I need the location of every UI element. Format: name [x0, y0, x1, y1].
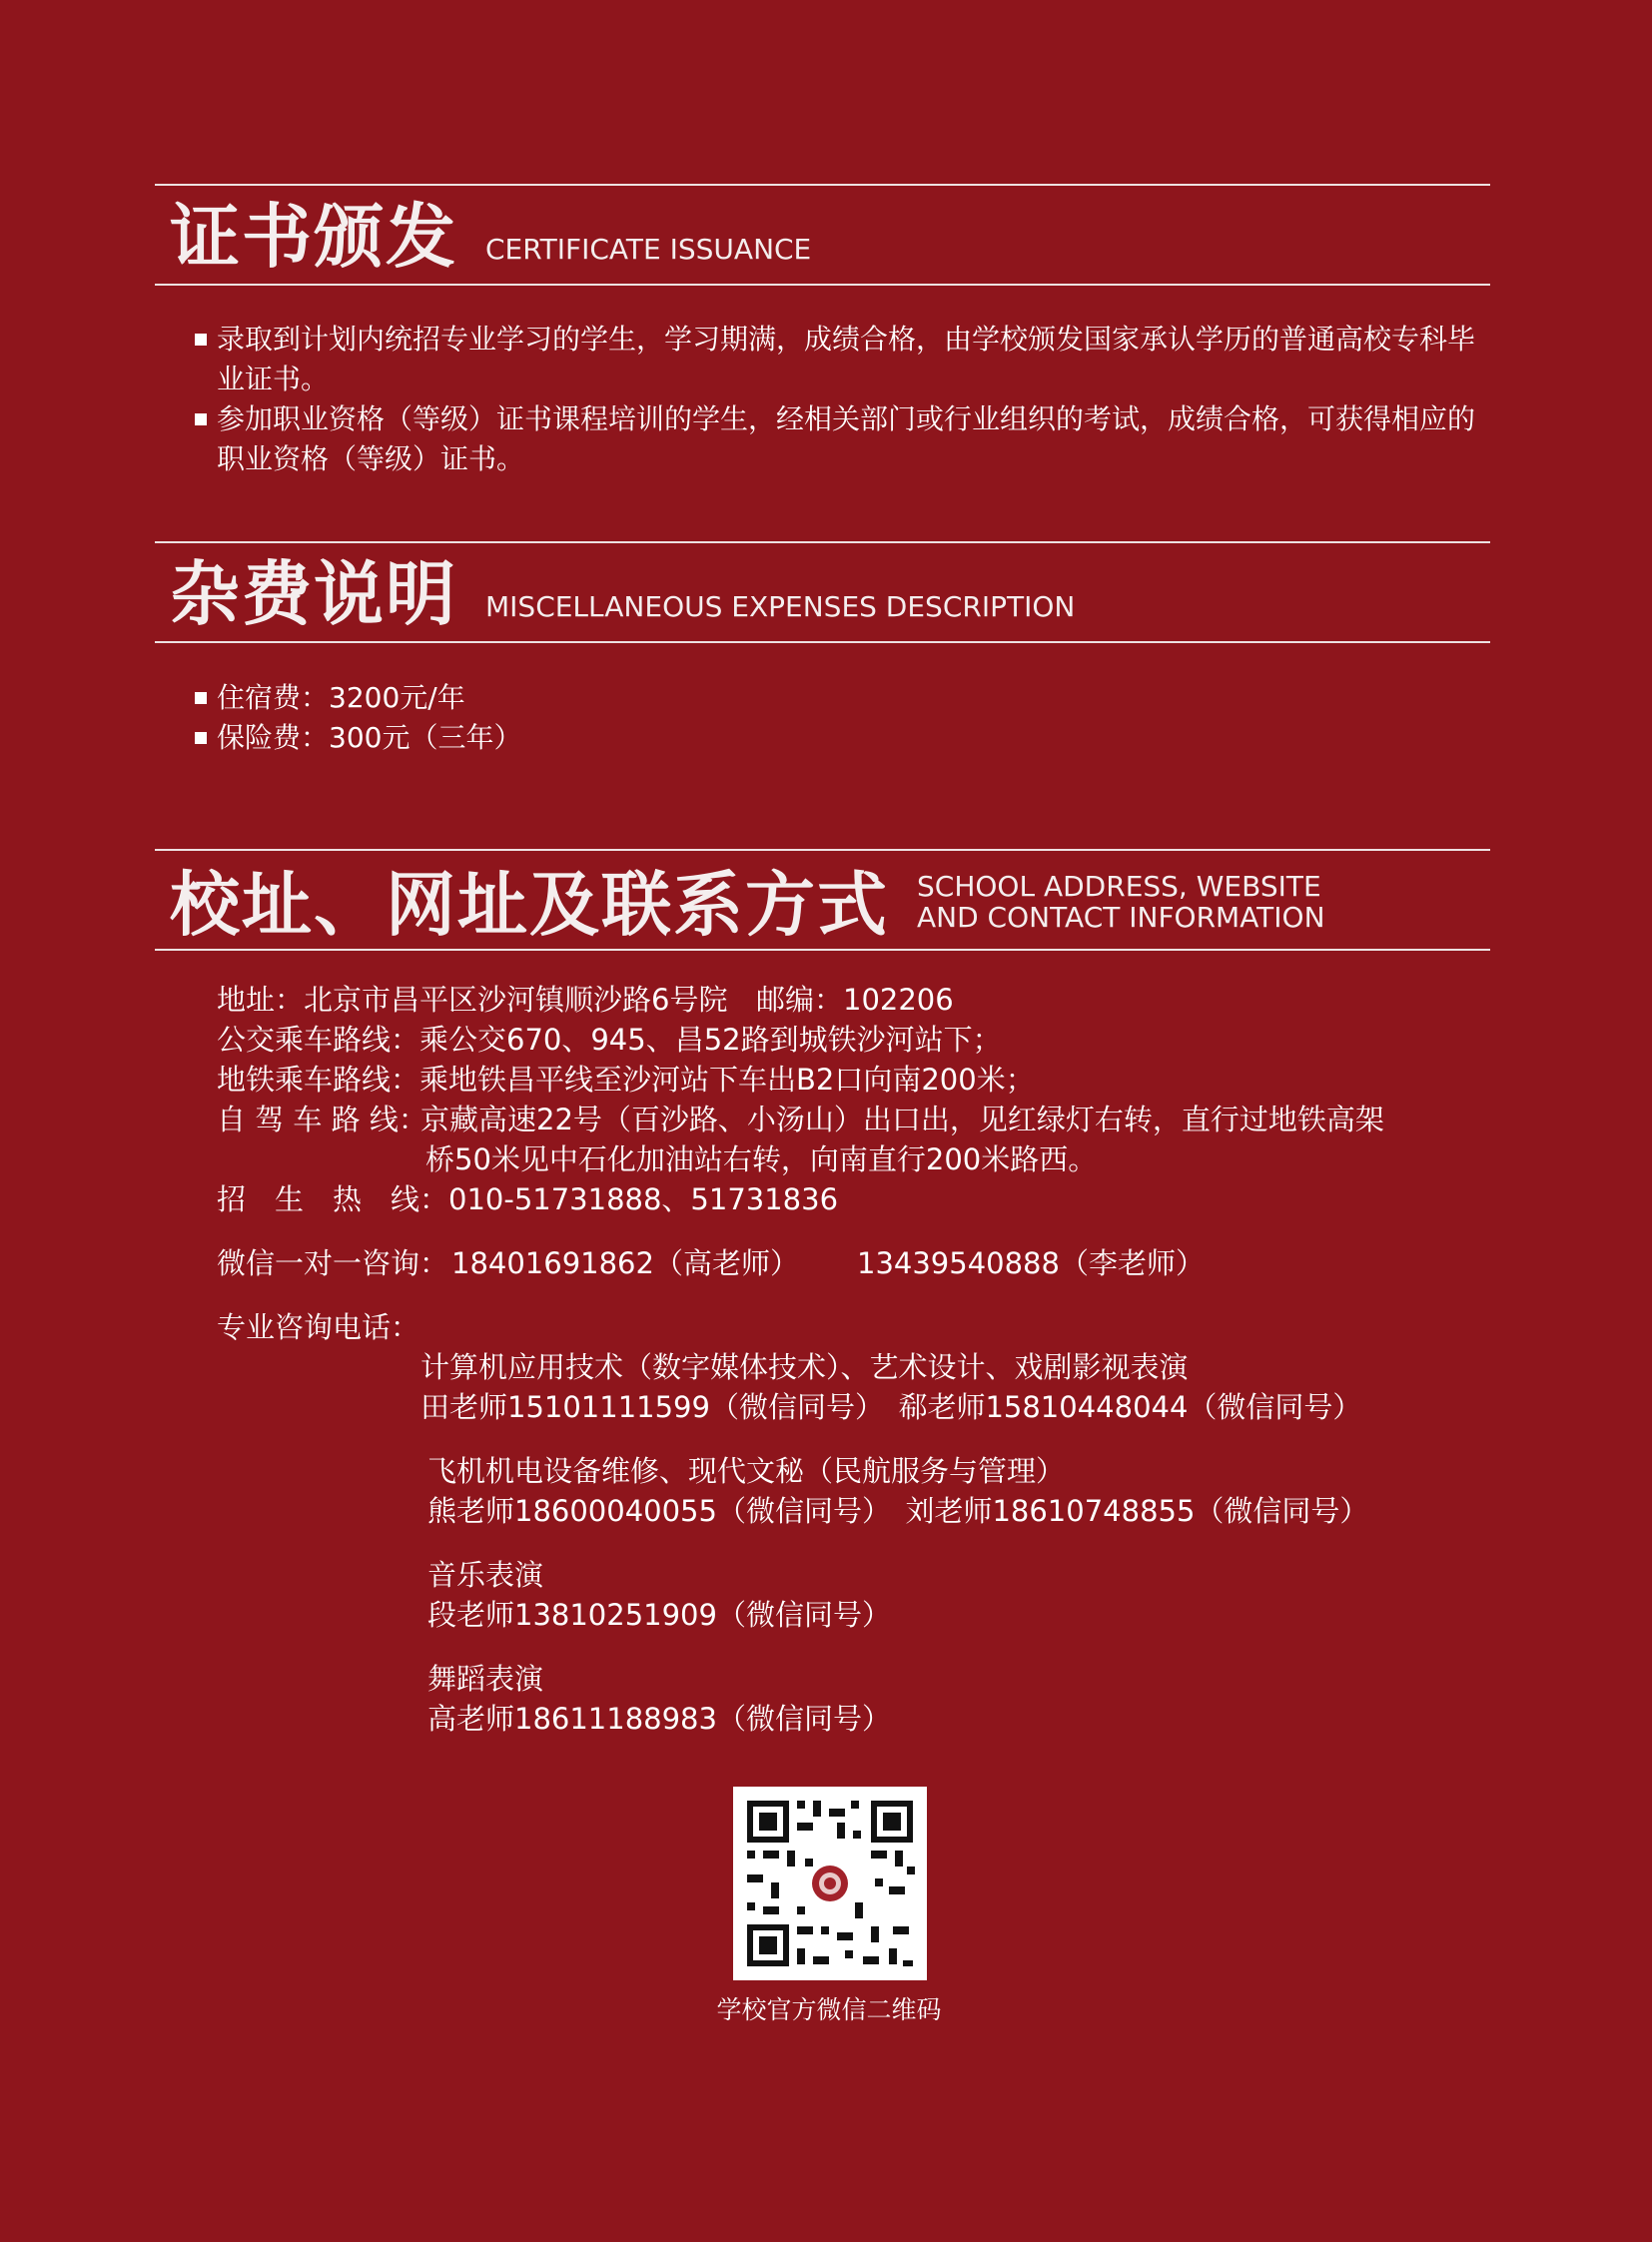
- expenses-heading: [170, 553, 1076, 635]
- major-name: 音乐表演: [427, 1558, 544, 1592]
- expenses-title-cn: 杂费说明: [170, 553, 457, 635]
- major-name: 飞机机电设备维修、现代文秘（民航服务与管理）: [427, 1454, 1066, 1488]
- bullet-square-icon: [195, 692, 207, 704]
- section-bottom-rule: [155, 641, 1490, 643]
- postcode: 邮编：102206: [756, 983, 954, 1017]
- drive-route-label: 自 驾 车 路 线：: [217, 1103, 427, 1136]
- wechat-contact-2: 13439540888（李老师）: [857, 1246, 1205, 1280]
- section-bottom-rule: [155, 284, 1490, 286]
- drive-route-line1: 京藏高速22号（百沙路、小汤山）出口出，见红绿灯右转，直行过地铁高架: [420, 1103, 1384, 1136]
- list-item: 参加职业资格（等级）证书课程培训的学生，经相关部门或行业组织的考试，成绩合格，可获得相应的职业资格（等级）证书。: [195, 399, 1493, 479]
- major-name: 舞蹈表演: [427, 1662, 544, 1696]
- major-contacts: 熊老师18600040055（微信同号） 刘老师18610748855（微信同号）: [427, 1494, 1369, 1528]
- admission-hotline: 招 生 热 线：010-51731888、51731836: [217, 1182, 839, 1216]
- qr-code-icon: [733, 1787, 927, 1980]
- address: 地址：北京市昌平区沙河镇顺沙路6号院: [217, 983, 728, 1017]
- expenses-title-en: MISCELLANEOUS EXPENSES DESCRIPTION: [485, 590, 1076, 624]
- major-name: 计算机应用技术（数字媒体技术）、艺术设计、戏剧影视表演: [420, 1350, 1189, 1384]
- bullet-square-icon: [195, 732, 207, 744]
- bullet-square-icon: [195, 413, 207, 425]
- drive-route-line2: 桥50米见中石化加油站右转，向南直行200米路西。: [425, 1142, 1098, 1176]
- major-contacts: 高老师18611188983（微信同号）: [427, 1702, 891, 1736]
- wechat-qr-code: [733, 1787, 927, 1980]
- certificate-title-en: CERTIFICATE ISSUANCE: [485, 233, 812, 267]
- major-contacts: 田老师15101111599（微信同号） 郗老师15810448044（微信同号）: [420, 1390, 1362, 1424]
- section-bottom-rule: [155, 949, 1490, 951]
- certificate-title-cn: 证书颁发: [170, 196, 457, 278]
- section-top-rule: [155, 541, 1490, 543]
- contact-title-cn: 校址、网址及联系方式: [170, 864, 889, 946]
- contact-heading: [170, 864, 1325, 946]
- major-consult-label: 专业咨询电话：: [217, 1310, 420, 1344]
- list-item: 录取到计划内统招专业学习的学生，学习期满，成绩合格，由学校颁发国家承认学历的普通高校专科毕业证书。: [195, 320, 1493, 399]
- qr-caption: 学校官方微信二维码: [716, 1995, 942, 2024]
- wechat-label: 微信一对一咨询：: [217, 1246, 449, 1280]
- major-contacts: 段老师13810251909（微信同号）: [427, 1598, 891, 1632]
- list-item: 住宿费：3200元/年: [195, 678, 1493, 718]
- certificate-heading: [170, 196, 812, 278]
- wechat-contact-1: 18401691862（高老师）: [451, 1246, 799, 1280]
- certificate-list: [195, 320, 1493, 479]
- section-top-rule: [155, 849, 1490, 851]
- bus-route: 公交乘车路线：乘公交670、945、昌52路到城铁沙河站下；: [217, 1023, 1002, 1057]
- expenses-list: [195, 678, 1493, 758]
- bullet-square-icon: [195, 334, 207, 346]
- list-item: 保险费：300元（三年）: [195, 718, 1493, 758]
- section-top-rule: [155, 184, 1490, 186]
- subway-route: 地铁乘车路线：乘地铁昌平线至沙河站下车出B2口向南200米；: [217, 1063, 1035, 1097]
- contact-title-en: SCHOOL ADDRESS, WEBSITE AND CONTACT INFORMATION: [917, 870, 1325, 935]
